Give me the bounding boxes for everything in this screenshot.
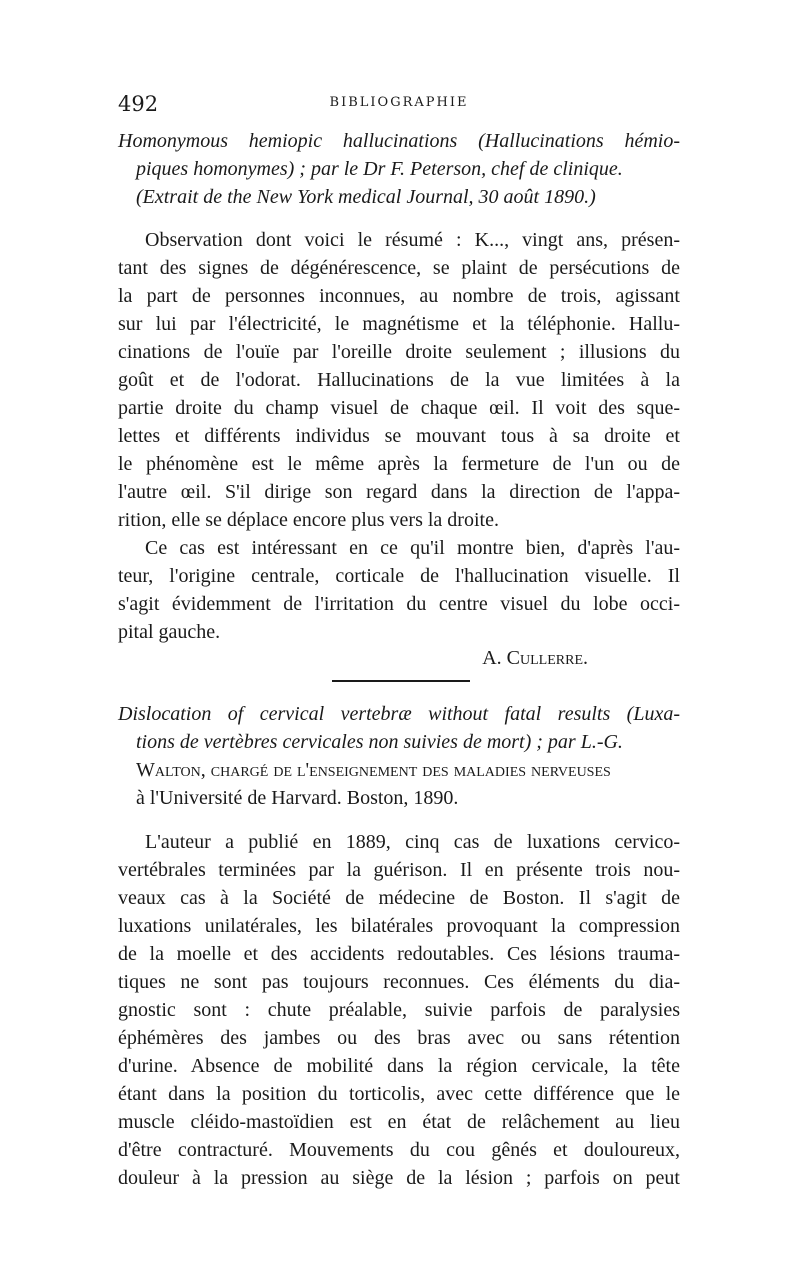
article1-body-line: partie droite du champ visuel de chaque œil. Il voit des sque-	[118, 397, 680, 419]
article2-body-line: gnostic sont : chute préalable, suivie parfois de paralysies	[118, 999, 680, 1021]
article2-body-line: tiques ne sont pas toujours reconnues. Ces éléments du dia-	[118, 971, 680, 993]
article1-signature: A. Cullerre.	[482, 647, 588, 669]
article2-body-line: muscle cléido-mastoïdien est en état de relâchement au lieu	[118, 1111, 680, 1133]
article1-body-line: cinations de l'ouïe par l'oreille droite seulement ; illusions du	[118, 341, 680, 363]
article1-body-line: Observation dont voici le résumé : K..., vingt ans, présen-	[145, 229, 680, 251]
article1-body-line: teur, l'origine centrale, corticale de l'hallucination visuelle. Il	[118, 565, 680, 587]
article1-body-line: la part de personnes inconnues, au nombre de trois, agissant	[118, 285, 680, 307]
article2-title-line: à l'Université de Harvard. Boston, 1890.	[136, 787, 459, 809]
article2-title-line: Dislocation of cervical vertebræ without fatal results (Luxa-	[118, 703, 680, 725]
section-divider	[332, 680, 470, 682]
article1-body-line: rition, elle se déplace encore plus vers la droite.	[118, 509, 499, 531]
article2-title-line: tions de vertèbres cervicales non suivies de mort) ; par L.-G.	[136, 731, 623, 753]
article1-body-line: pital gauche.	[118, 621, 221, 643]
article2-body-line: d'urine. Absence de mobilité dans la région cervicale, la tête	[118, 1055, 680, 1077]
article1-body-line: le phénomène est le même après la fermeture de l'un ou de	[118, 453, 680, 475]
article1-body-line: tant des signes de dégénérescence, se plaint de persécutions de	[118, 257, 680, 279]
article2-body-line: veaux cas à la Société de médecine de Boston. Il s'agit de	[118, 887, 680, 909]
article2-body-line: d'être contracturé. Mouvements du cou gênés et douloureux,	[118, 1139, 680, 1161]
article1-body-line: Ce cas est intéressant en ce qu'il montre bien, d'après l'au-	[145, 537, 680, 559]
article1-body-line: goût et de l'odorat. Hallucinations de la vue limitées à la	[118, 369, 680, 391]
article1-body-line: lettes et différents individus se mouvant tous à sa droite et	[118, 425, 680, 447]
running-head: BIBLIOGRAPHIE	[329, 95, 469, 110]
page-number: 492	[118, 92, 159, 116]
article1-title-line: Homonymous hemiopic hallucinations (Hallucinations hémio-	[118, 130, 680, 152]
article1-body-line: sur lui par l'électricité, le magnétisme et la téléphonie. Hallu-	[118, 313, 680, 335]
article1-title-line: (Extrait de the New York medical Journal, 30 août 1890.)	[136, 186, 596, 208]
article2-body-line: douleur à la pression au siège de la lésion ; parfois on peut	[118, 1167, 680, 1189]
article1-body-line: l'autre œil. S'il dirige son regard dans la direction de l'appa-	[118, 481, 680, 503]
article2-body-line: luxations unilatérales, les bilatérales provoquant la compression	[118, 915, 680, 937]
article2-body-line: L'auteur a publié en 1889, cinq cas de luxations cervico-	[145, 831, 680, 853]
article2-body-line: de la moelle et des accidents redoutables. Ces lésions trauma-	[118, 943, 680, 965]
article2-body-line: étant dans la position du torticolis, avec cette différence que le	[118, 1083, 680, 1105]
article2-body-line: vertébrales terminées par la guérison. Il en présente trois nou-	[118, 859, 680, 881]
article2-title-line: Walton, chargé de l'enseignement des maladies nerveuses	[136, 759, 611, 781]
article1-title-line: piques homonymes) ; par le Dr F. Peterson, chef de clinique.	[136, 158, 623, 180]
article2-body-line: éphémères des jambes ou des bras avec ou sans rétention	[118, 1027, 680, 1049]
page-header	[118, 92, 680, 116]
article1-body-line: s'agit évidemment de l'irritation du centre visuel du lobe occi-	[118, 593, 680, 615]
